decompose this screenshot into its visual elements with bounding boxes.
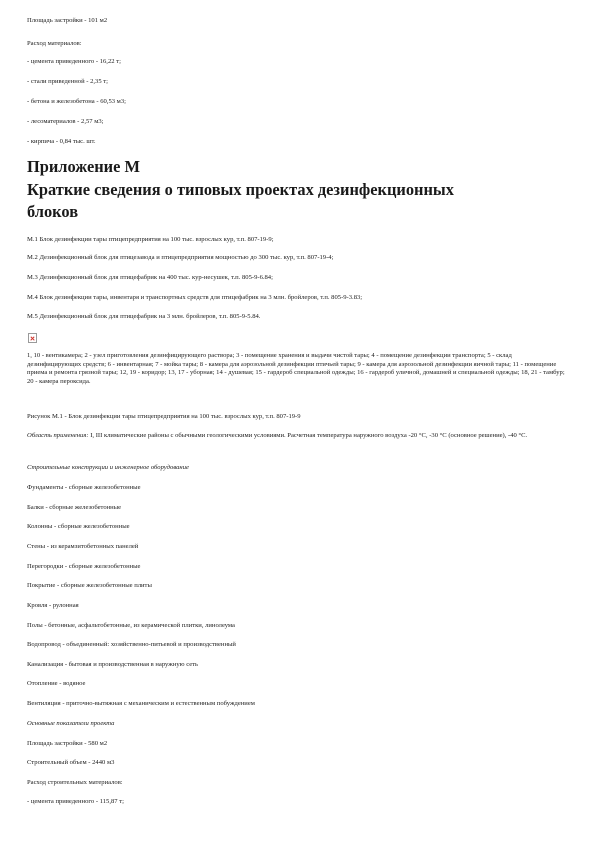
appendix-subtitle-continued: блоков: [27, 202, 79, 221]
appendix-subtitle: Краткие сведения о типовых проектах дезинфекционных: [27, 180, 454, 199]
indicator-line: - цемента приведенного - 115,87 т;: [27, 798, 124, 805]
structure-line: Полы - бетонные, асфальтобетонные, из керамической плитки, линолеума: [27, 622, 235, 629]
text-line: - стали приведенной - 2,35 т;: [27, 78, 109, 85]
project-item: М.2 Дезинфекционный блок для птицезавода и птицепредприятия мощностью до 300 тыс. кур, т.п. 807-19-4;: [27, 254, 334, 261]
structure-line: Канализация - бытовая и производственная в наружную сеть: [27, 661, 199, 668]
structure-line: Водопровод - объединенный: хозяйственно-питьевой и производственный: [27, 641, 236, 648]
indicator-line: Расход строительных материалов:: [27, 779, 123, 786]
structure-line: Колонны - сборные железобетонные: [27, 523, 130, 530]
text-line: - бетона и железобетона - 60,53 м3;: [27, 98, 126, 105]
scope-paragraph: [27, 432, 567, 441]
text-line: - кирпича - 0,84 тыс. шт.: [27, 138, 96, 145]
section-title: Строительные конструкции и инженерное оборудование: [27, 464, 189, 471]
project-item: М.1 Блок дезинфекции тары птицепредприятия на 100 тыс. взрослых кур, т.п. 807-19-9;: [27, 236, 274, 243]
figure-caption: Рисунок М.1 - Блок дезинфекции тары птицепредприятия на 100 тыс. взрослых кур, т.п. 807-19-9: [27, 413, 301, 420]
structure-line: Покрытие - сборные железобетонные плиты: [27, 582, 152, 589]
section-title: Основные показатели проекта: [27, 720, 115, 727]
structure-line: Балки - сборные железобетонные: [27, 504, 122, 511]
structure-line: Фундаменты - сборные железобетонные: [27, 484, 141, 491]
structure-line: Вентиляция - приточно-вытяжная с механическим и естественным побуждением: [27, 700, 255, 707]
indicator-line: Строительный объем - 2440 м3: [27, 759, 115, 766]
structure-line: Перегородки - сборные железобетонные: [27, 563, 141, 570]
text-line: - цемента приведенного - 16,22 т;: [27, 58, 121, 65]
figure-legend: 1, 10 - вентикамера; 2 - узел приготовления дезинфицирующего раствора; 3 - помещение хранения и выдачи чистой тары; 4 - помещение дезинфекции транспорта; 5 - склад дезинфицирующих средств; 6 - инвентарная; 7 - мойка тары; 8 - камера для аэрозольной дезинфекции птичьей тары; 9 - камера для аэрозольной дезинфекции яичной тары; 11 - помещение приема и ремонта грязной тары; 12, 19 - коридор; 13, 17 - уборная; 14 - душевая; 15 - гардероб специальной одежды; 16 - гардероб уличной, домашней и специальной одежды; 18, 21 - тамбур; 20 - камера пероксида.: [27, 352, 565, 385]
project-item: М.4 Блок дезинфекции тары, инвентаря и транспортных средств для птицефабрик на 3 млн. бройлеров, т.п. 805-9-3.83;: [27, 294, 363, 301]
project-item: М.5 Дезинфекционный блок для птицефабрик на 3 млн. бройлеров, т.п. 805-9-5.84.: [27, 313, 261, 320]
indicator-line: Площадь застройки - 580 м2: [27, 740, 108, 747]
structure-line: Отопление - водяное: [27, 680, 86, 687]
text-line: Расход материалов:: [27, 40, 82, 47]
structure-line: Стены - из керамзитобетонных панелей: [27, 543, 139, 550]
text-line: - лесоматериалов - 2,57 м3;: [27, 118, 104, 125]
scope-text: I, III климатические районы с обычными геологическими условиями. Расчетная температура наружного воздуха -20 °С, -30 °С (основное решение), -40 °С.: [88, 432, 528, 439]
project-item: М.3 Дезинфекционный блок для птицефабрик на 400 тыс. кур-несушек, т.п. 805-9-6.84;: [27, 274, 273, 281]
broken-image-icon: [28, 333, 37, 343]
scope-label: Область применения:: [27, 432, 89, 439]
text-line: Площадь застройки - 101 м2: [27, 17, 108, 24]
structure-line: Кровля - рулонная: [27, 602, 79, 609]
appendix-title: Приложение М: [27, 157, 140, 176]
